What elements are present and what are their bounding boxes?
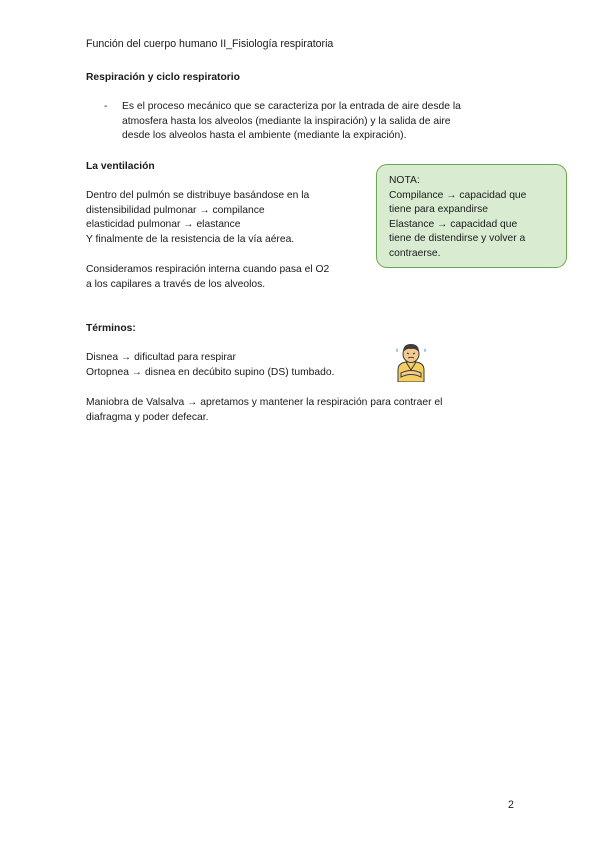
paragraph-line: Y finalmente de la resistencia de la vía aérea. (86, 233, 295, 245)
paragraph-line: diafragma y poder defecar. (86, 411, 209, 423)
paragraph-line: Consideramos respiración interna cuando pasa el O2 (86, 264, 330, 275)
nota-line: Elastance → capacidad que (389, 218, 518, 230)
paragraph-line: distensibilidad pulmonar → compilance (86, 204, 265, 216)
nota-line: contraerse. (389, 247, 441, 259)
bullet-line: atmosfera hasta los alveolos (mediante la inspiración) y la salida de aire (122, 115, 451, 127)
section-title-respiracion: Respiración y ciclo respiratorio (86, 72, 240, 83)
term-line: Ortopnea → disnea en decúbito supino (DS) tumbado. (86, 366, 335, 378)
paragraph-line: Dentro del pulmón se distribuye basándose en la (86, 190, 310, 201)
bullet-marker: - (104, 101, 108, 112)
bullet-line: Es el proceso mecánico que se caracteriza por la entrada de aire desde la (122, 101, 461, 112)
nota-line: tiene para expandirse (389, 204, 489, 216)
section-title-terminos: Términos: (86, 323, 136, 334)
paragraph-line: elasticidad pulmonar → elastance (86, 219, 241, 231)
bullet-text (122, 100, 461, 144)
nota-line: Compilance → capacidad que (389, 189, 527, 201)
nota-line: NOTA: (389, 175, 420, 186)
paragraph-line: Maniobra de Valsalva → apretamos y mantener la respiración para contraer el (86, 397, 443, 408)
term-line: Disnea → dificultad para respirar (86, 352, 236, 363)
document-header: Función del cuerpo humano II_Fisiología respiratoria (86, 38, 334, 50)
page-number: 2 (508, 799, 514, 811)
bullet-line: desde los alveolos hasta el ambiente (mediante la expiración). (122, 130, 407, 142)
nota-callout-box (376, 164, 567, 268)
respiracion-interna-paragraph (86, 263, 329, 292)
paragraph-line: a los capilares a través de los alveolos. (86, 278, 266, 290)
ventilacion-paragraph (86, 189, 309, 247)
section-title-ventilacion: La ventilación (86, 161, 155, 172)
person-sweating-emoji-icon (394, 340, 428, 382)
terminos-list (86, 351, 334, 380)
valsalva-paragraph (86, 396, 442, 425)
nota-line: tiene de distendirse y volver a (389, 233, 526, 245)
